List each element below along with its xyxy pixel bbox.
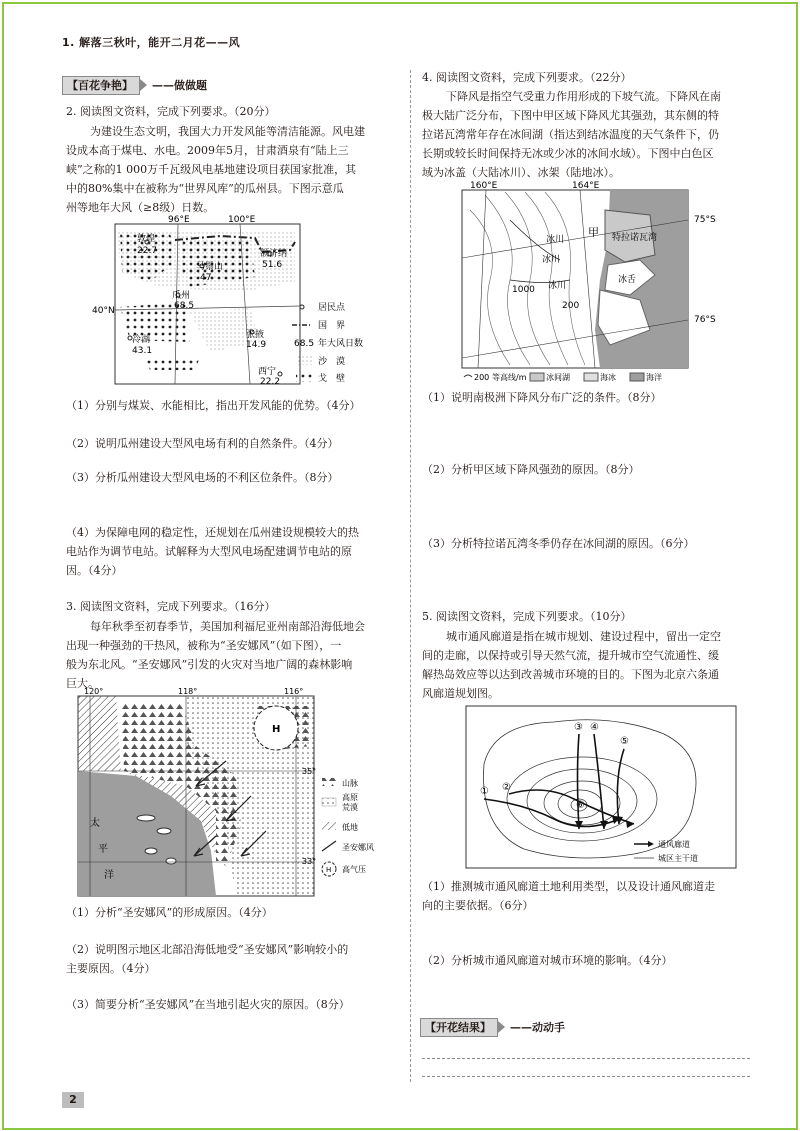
legend-gobi: 戈 壁 [318,374,346,384]
question-item: 电站作为调节电站。试解释为大型风电场配建调节电站的原 [66,545,352,558]
corridor-label: ② [502,782,511,793]
question-item: （2）说明图示地区北部沿海低地受“圣安娜风”影响较小的 [66,943,349,956]
q2-para-line: 为建设生态文明，我国大力开发风能等清洁能源。风电建 [90,125,365,138]
q2-heading: 2. 阅读图文资料，完成下列要求。（20分） [66,105,276,118]
legend-border: 国 界 [318,321,346,331]
lon-label: 116° [284,687,304,696]
q2-para-line: 设成本高于煤电、水电。2009年5月，甘肃酒泉有“陆上三 [66,144,349,157]
lon-label: 96°E [168,215,190,225]
q3-para-line: 巨大。 [66,677,99,690]
guazhou-wind-map [90,212,390,392]
contour-value: 1000 [512,285,535,295]
legend-lowland: 低地 [342,823,358,832]
section-tag-subtitle: ——做做题 [152,79,207,92]
answer-line [422,1058,750,1059]
q4-heading: 4. 阅读图文资料，完成下列要求。（22分） [422,71,632,84]
legend-sea-ice: 海冰 [600,373,616,382]
lon-label: 164°E [572,181,600,191]
legend-contour: 等高线/m [492,373,527,382]
question-item: （2）说明瓜州建设大型风电场有利的自然条件。（4分） [66,437,339,450]
corridor-label: ⑥ [576,800,585,811]
wind-days-value: 14.9 [246,340,267,350]
place-name: 马鬃山 [196,262,224,272]
place-name: 敦煌 [137,234,156,244]
glacier-label: 冰川 [548,281,567,291]
section-tag-practice [62,76,207,94]
q4-para-line: 长期或较长时间保持无冰或少冰的冰间水域）。下图中白色区 [422,147,714,160]
section-tag-result [420,1018,565,1036]
q5-para-line: 间的走廊，以保持或引导天然气流，提升城市空气流通性、缓 [422,649,719,662]
q3-para-line: 般为东北风。“圣安娜风”引发的火灾对当地广阔的森林影响 [66,658,353,671]
question-item: （1）分别与煤炭、水能相比，指出开发风能的优势。（4分） [66,399,361,412]
q5-para-line: 解热岛效应等以达到改善城市环境的目的。下图为北京六条通 [422,668,719,681]
question-item: （3）分析瓜州建设大型风电场的不利区位条件。（8分） [66,471,339,484]
legend-mountain: 山脉 [342,779,358,788]
place-name: 额济纳 [260,249,288,259]
q2-para-line: 州等地年大风（≥8级）日数。 [66,201,215,214]
q4-para-line: 域为冰盖（大陆冰川）、冰架（陆地冰）。 [422,166,620,179]
q5-para-line: 风廊道规划图。 [422,687,499,700]
lon-label: 160°E [470,181,498,191]
legend-corridor: 通风廊道 [658,840,690,849]
lat-label: 75°S [694,215,716,225]
lon-label: 100°E [228,215,256,225]
q5-para-line: 城市通风廊道是指在城市规划、建设过程中，留出一定空 [446,630,721,643]
ocean-label: 太 [90,818,100,829]
legend-road: 城区主干道 [658,854,698,863]
lon-label: 118° [178,687,198,696]
legend-polynya: 冰间湖 [546,373,570,382]
legend-ocean: 海洋 [646,373,662,382]
q3-heading: 3. 阅读图文资料，完成下列要求。（16分） [66,600,276,613]
corridor-label: ① [480,786,489,797]
wind-days-value: 43.1 [132,346,153,356]
question-item: （4）为保障电网的稳定性，还规划在瓜州建设规模较大的热 [66,526,359,539]
lat-label: 76°S [694,315,716,325]
place-name: 西宁 [258,367,277,377]
section-tag-subtitle: ——动动手 [510,1021,565,1034]
lat-label: 33° [302,857,317,866]
q3-para-line: 每年秋季至初春季节，美国加利福尼亚州南部沿海低地会 [90,620,365,633]
lon-label: 120° [84,687,104,696]
legend-plateau: 荒漠 [342,803,358,812]
question-item: （3）简要分析“圣安娜风”在当地引起火灾的原因。（8分） [66,998,350,1011]
high-pressure-label: H [272,724,281,735]
q3-para-line: 出现一种强劲的干热风，被称为“圣安娜风”（如下图），一 [66,639,342,652]
chapter-title: 1. 解落三秋叶，能开二月花——风 [62,36,241,49]
section-tag-label: 【百花争艳】 [62,76,140,95]
corridor-label: ④ [590,722,599,733]
question-item: （1）分析“圣安娜风”的形成原因。（4分） [66,906,273,919]
q4-para-line: 下降风是指空气受重力作用形成的下坡气流。下降风在南 [446,90,721,103]
place-name: 张掖 [246,330,265,340]
region-jia-label: 甲 [588,226,599,239]
corridor-label: ③ [574,722,583,733]
legend-days: 年大风日数 [318,339,364,349]
legend-contour-value: 200 [474,373,490,382]
place-name: 瓜州 [172,291,191,301]
wind-days-value: 22.2 [260,377,281,387]
glacier-label: 冰川 [546,235,565,245]
ice-tongue-label: 冰舌 [618,275,637,285]
question-item: 向的主要依据。（6分） [422,899,534,912]
q2-para-line: 中的80%集中在被称为“世界风库”的瓜州县。下图示意瓜 [66,182,344,195]
question-item: （3）分析特拉诺瓦湾冬季仍存在冰间湖的原因。（6分） [422,537,695,550]
question-item: （1）说明南极洲下降风分布广泛的条件。（8分） [422,391,662,404]
lat-label: 40°N [92,306,115,316]
q5-heading: 5. 阅读图文资料，完成下列要求。（10分） [422,610,632,623]
wind-days-value: 47 [200,273,212,283]
beijing-corridor-map [464,704,738,870]
q4-para-line: 拉诺瓦湾常年存在冰间湖（指达到结冰温度的天气条件下，仍 [422,128,719,141]
question-item: 因。（4分） [66,564,123,577]
page-number: 2 [62,1092,84,1108]
column-divider [410,70,411,1082]
q4-para-line: 极大陆广泛分布，下图中甲区域下降风尤其强劲，其东侧的特 [422,109,719,122]
contour-value: 200 [562,301,580,311]
glacier-label: 冰川 [542,255,561,265]
bay-label: 特拉诺瓦湾 [612,233,658,243]
answer-line [422,1076,750,1077]
section-tag-label: 【开花结果】 [420,1018,498,1037]
place-name: 冷湖 [132,335,151,345]
legend-sample-value: 68.5 [294,339,315,349]
question-item: （2）分析甲区域下降风强劲的原因。（8分） [422,463,640,476]
lat-label: 35° [302,767,317,776]
wind-days-value: 51.6 [262,260,283,270]
legend-sand: 沙 漠 [318,357,346,367]
legend-high: 高气压 [342,865,366,874]
question-item: 主要原因。（4分） [66,962,156,975]
ocean-label: 平 [98,844,108,855]
wind-days-value: 68.5 [174,301,195,311]
ocean-label: 洋 [104,870,114,881]
antarctic-map [450,180,740,385]
legend-plateau: 高原 [342,793,358,802]
corridor-label: ⑤ [620,736,629,747]
q2-para-line: 峡”之称的1 000万千瓦级风电基地建设项目获国家批准，其 [66,163,357,176]
question-item: （1）推测城市通风廊道土地利用类型，以及设计通风廊道走 [422,880,715,893]
santa-ana-map [76,686,396,898]
legend-high-symbol: H [326,866,332,874]
wind-days-value: 22.7 [137,246,158,256]
legend-point: 居民点 [318,303,346,313]
legend-wind: 圣安娜风 [342,843,374,852]
question-item: （2）分析城市通风廊道对城市环境的影响。（4分） [422,954,673,967]
